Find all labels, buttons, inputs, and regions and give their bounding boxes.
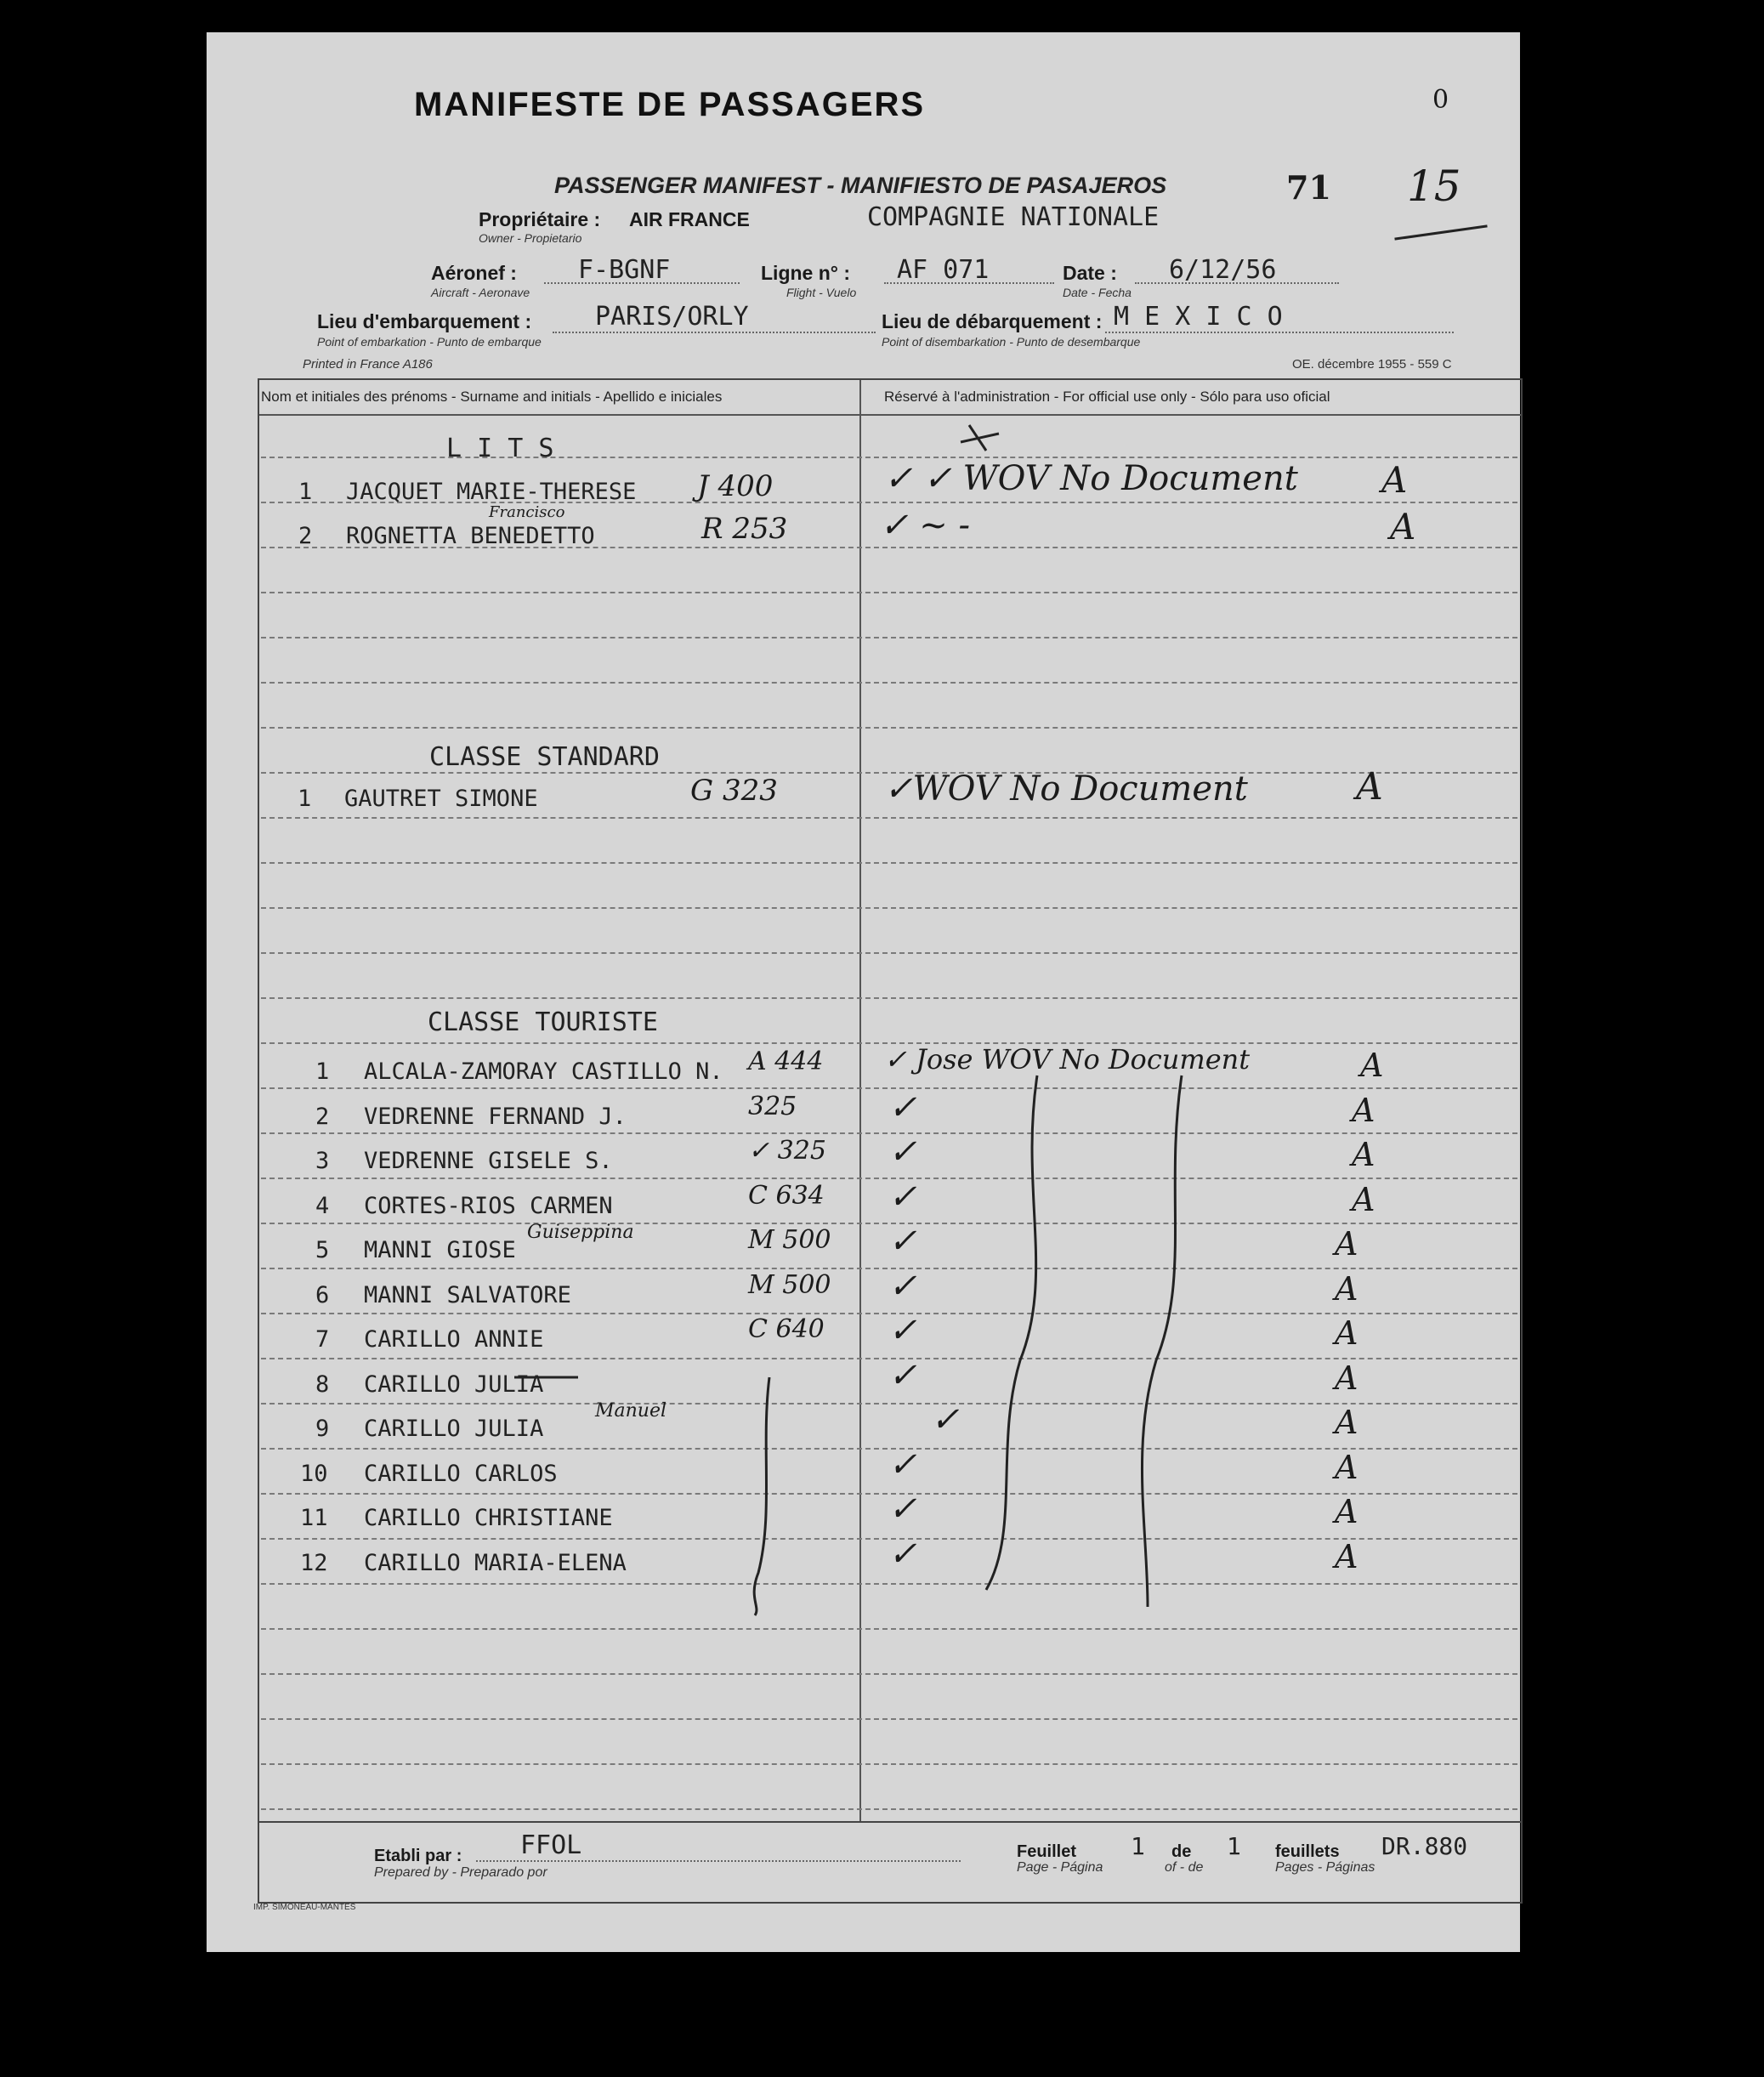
passenger-name: CARILLO MARIA-ELENA [364, 1550, 627, 1576]
status-mark: A [1360, 1047, 1384, 1084]
passenger-name: CARILLO CARLOS [364, 1461, 558, 1487]
status-mark: A [1335, 1314, 1358, 1352]
printed-note: Printed in France A186 [303, 357, 433, 372]
prepared-value: FFOL [520, 1830, 582, 1860]
sheet-sub: Page - Página [1017, 1860, 1103, 1875]
line-sub: Flight - Vuelo [786, 286, 857, 299]
passenger-name: CARILLO CHRISTIANE [364, 1505, 613, 1531]
admin-note: ✓ [888, 1535, 917, 1574]
ticket-code: 325 [748, 1092, 797, 1121]
admin-note: ✓ [888, 1311, 917, 1350]
doc-ref: DR.880 [1381, 1832, 1468, 1860]
admin-note: ✓ [888, 1490, 917, 1529]
prepared-label: Etabli par : [374, 1847, 462, 1865]
status-mark: A [1356, 765, 1383, 809]
row-number: 2 [298, 523, 313, 549]
sheet-label: Feuillet [1017, 1842, 1077, 1861]
of-label: de [1171, 1842, 1192, 1861]
status-mark: A [1335, 1270, 1358, 1308]
header-left: Nom et initiales des prénoms - Surname and initials - Apellido e iniciales [261, 389, 723, 405]
date-label: Date : [1063, 262, 1117, 284]
row-number: 2 [315, 1104, 330, 1130]
embark-value: PARIS/ORLY [595, 302, 749, 332]
admin-note: ✓ [888, 1132, 917, 1172]
aircraft-value: F-BGNF [578, 255, 671, 285]
row-number: 12 [300, 1550, 328, 1576]
corner-mark: 0 [1432, 85, 1449, 115]
line-value: AF 071 [897, 255, 990, 285]
sheets-label: feuillets [1275, 1842, 1340, 1861]
row-number: 9 [315, 1416, 330, 1442]
section-title-touriste: CLASSE TOURISTE [428, 1007, 658, 1037]
ticket-code: J 400 [697, 469, 774, 503]
row-number: 4 [315, 1193, 330, 1219]
row-number: 7 [315, 1326, 330, 1353]
printer-mark: IMP. SIMONEAU-MANTES [253, 1903, 356, 1912]
aircraft-sub: Aircraft - Aeronave [431, 286, 530, 299]
passenger-name: CORTES-RIOS CARMEN [364, 1193, 613, 1219]
status-mark: A [1352, 1181, 1375, 1218]
embark-label: Lieu d'embarquement : [317, 310, 532, 332]
status-mark: A [1335, 1225, 1358, 1263]
status-mark: A [1352, 1092, 1375, 1129]
handwritten-firstname: Guiseppina [527, 1222, 634, 1243]
disembark-value: M E X I C O [1114, 302, 1283, 332]
row-number: 1 [298, 479, 313, 505]
passenger-name: CARILLO ANNIE [364, 1326, 544, 1353]
date-value: 6/12/56 [1169, 255, 1277, 285]
passenger-name: CARILLO JULIA [364, 1416, 544, 1442]
status-mark: A [1335, 1493, 1358, 1530]
handwritten-firstname: Francisco [489, 503, 565, 521]
status-mark: A [1390, 506, 1416, 548]
manifest-subtitle: PASSENGER MANIFEST - MANIFIESTO DE PASAJEROS [554, 173, 1167, 198]
passenger-name: ALCALA-ZAMORAY CASTILLO N. [364, 1058, 723, 1085]
ticket-code: C 634 [748, 1181, 825, 1211]
passenger-name: GAUTRET SIMONE [344, 786, 538, 812]
section-title-lits: L I T S [446, 434, 554, 463]
admin-note: ✓ ~ - [880, 506, 970, 545]
ticket-code: ✓ 325 [748, 1136, 826, 1166]
sheet-value: 1 [1131, 1832, 1145, 1860]
ticket-code: G 323 [690, 774, 778, 808]
admin-note: ✓ [931, 1400, 960, 1439]
row-number: 10 [300, 1461, 328, 1487]
row-number: 8 [315, 1371, 330, 1398]
of-value: 1 [1227, 1832, 1241, 1860]
of-sub: of - de [1165, 1860, 1204, 1875]
passenger-name: MANNI SALVATORE [364, 1282, 571, 1308]
passenger-name: VEDRENNE GISELE S. [364, 1148, 613, 1174]
admin-note: ✓ [888, 1445, 917, 1484]
row-number: 1 [315, 1058, 330, 1085]
status-mark: A [1381, 459, 1408, 501]
row-number: 1 [298, 786, 312, 812]
owner-label: Propriétaire : [479, 208, 601, 230]
date-sub: Date - Fecha [1063, 286, 1132, 299]
manifest-title: MANIFESTE DE PASSAGERS [414, 86, 926, 123]
row-number: 5 [315, 1237, 330, 1263]
passenger-name: JACQUET MARIE-THERESE [346, 479, 637, 505]
passenger-name: CARILLO JULIA [364, 1371, 544, 1398]
status-mark: A [1352, 1136, 1375, 1173]
line-label: Ligne n° : [761, 262, 851, 284]
status-mark: A [1335, 1449, 1358, 1486]
handwritten-firstname: Manuel [595, 1400, 667, 1422]
row-number: 11 [300, 1505, 328, 1531]
passenger-name: MANNI GIOSE [364, 1237, 516, 1263]
owner-value: AIR FRANCE [629, 208, 750, 230]
sheets-sub: Pages - Páginas [1275, 1860, 1375, 1875]
row-number: 6 [315, 1282, 330, 1308]
passenger-name: VEDRENNE FERNAND J. [364, 1104, 627, 1130]
disembark-sub: Point of disembarkation - Punto de desembarque [882, 335, 1141, 349]
owner-extra: COMPAGNIE NATIONALE [867, 202, 1160, 232]
aircraft-label: Aéronef : [431, 262, 517, 284]
row-number: 3 [315, 1148, 330, 1174]
admin-note: ✓ [888, 1356, 917, 1395]
form-ref: OE. décembre 1955 - 559 C [1292, 357, 1452, 372]
ticket-code: C 640 [748, 1314, 825, 1344]
ticket-code: M 500 [748, 1225, 831, 1255]
ticket-code: M 500 [748, 1270, 831, 1300]
corner-note: 15 [1407, 162, 1461, 211]
status-mark: A [1335, 1538, 1358, 1575]
embark-sub: Point of embarkation - Punto de embarque [317, 335, 542, 349]
disembark-label: Lieu de débarquement : [882, 310, 1103, 332]
admin-note: ✓ ✓ WOV No Document [884, 459, 1298, 498]
admin-note: ✓ Jose WOV No Document [884, 1043, 1251, 1075]
status-mark: A [1335, 1404, 1358, 1441]
ticket-code: R 253 [701, 512, 788, 546]
admin-note: ✓ [888, 1088, 917, 1127]
ticket-code: A 444 [748, 1047, 824, 1076]
status-mark: A [1335, 1359, 1358, 1397]
owner-sub: Owner - Propietario [479, 231, 582, 245]
admin-note: ✓ [888, 1178, 917, 1217]
admin-note: ✓ [888, 1222, 917, 1261]
admin-note: ✓ [888, 1267, 917, 1306]
prepared-sub: Prepared by - Preparado por [374, 1865, 547, 1880]
passenger-name: ROGNETTA BENEDETTO [346, 523, 595, 549]
page-number: 71 [1286, 168, 1331, 207]
header-right: Réservé à l'administration - For official use only - Sólo para uso oficial [884, 389, 1330, 405]
admin-note: ✓WOV No Document [884, 769, 1248, 809]
section-title-standard: CLASSE STANDARD [429, 742, 660, 772]
